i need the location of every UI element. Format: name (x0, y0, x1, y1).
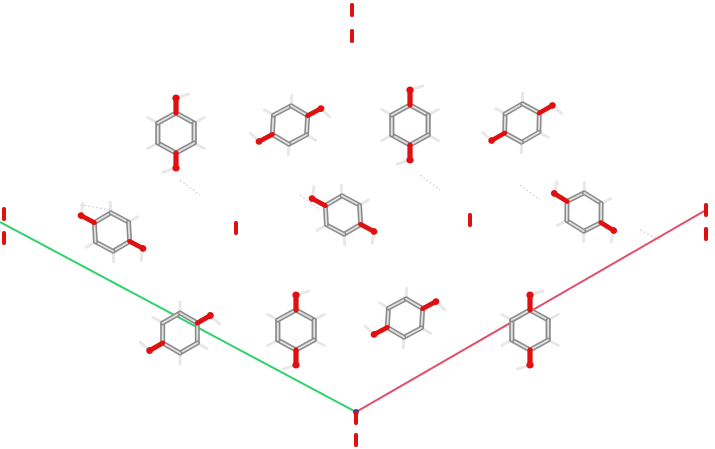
unit-cell-axes (0, 210, 706, 415)
hydroquinone-molecule (133, 290, 227, 376)
oxygen-atom (172, 95, 179, 102)
oxygen-atom (292, 292, 299, 299)
hydroquinone-molecule (359, 277, 452, 359)
oxygen-atom (406, 157, 413, 164)
hydroquinone-molecule (475, 81, 568, 164)
hydroquinone-molecule (244, 84, 337, 166)
hydrogen-bond (420, 175, 440, 190)
hydroquinone-molecule (382, 86, 438, 164)
oxygen-atom (526, 362, 533, 369)
hydrogen-bond (180, 180, 200, 195)
oxygen-atom (292, 362, 299, 369)
hydroquinone-molecule (148, 94, 204, 172)
hydrogen-bond (80, 205, 112, 210)
hydroquinone-molecule (66, 191, 159, 273)
hydrogen-bond (520, 185, 540, 200)
hydroquinone-molecule (502, 291, 558, 369)
oxygen-atom (406, 87, 413, 94)
hydroquinone-molecule (268, 291, 324, 369)
hydroquinone-molecule (537, 170, 630, 255)
hydroquinone-molecule (297, 174, 390, 256)
oxygen-atom (172, 165, 179, 172)
oxygen-atom (526, 292, 533, 299)
